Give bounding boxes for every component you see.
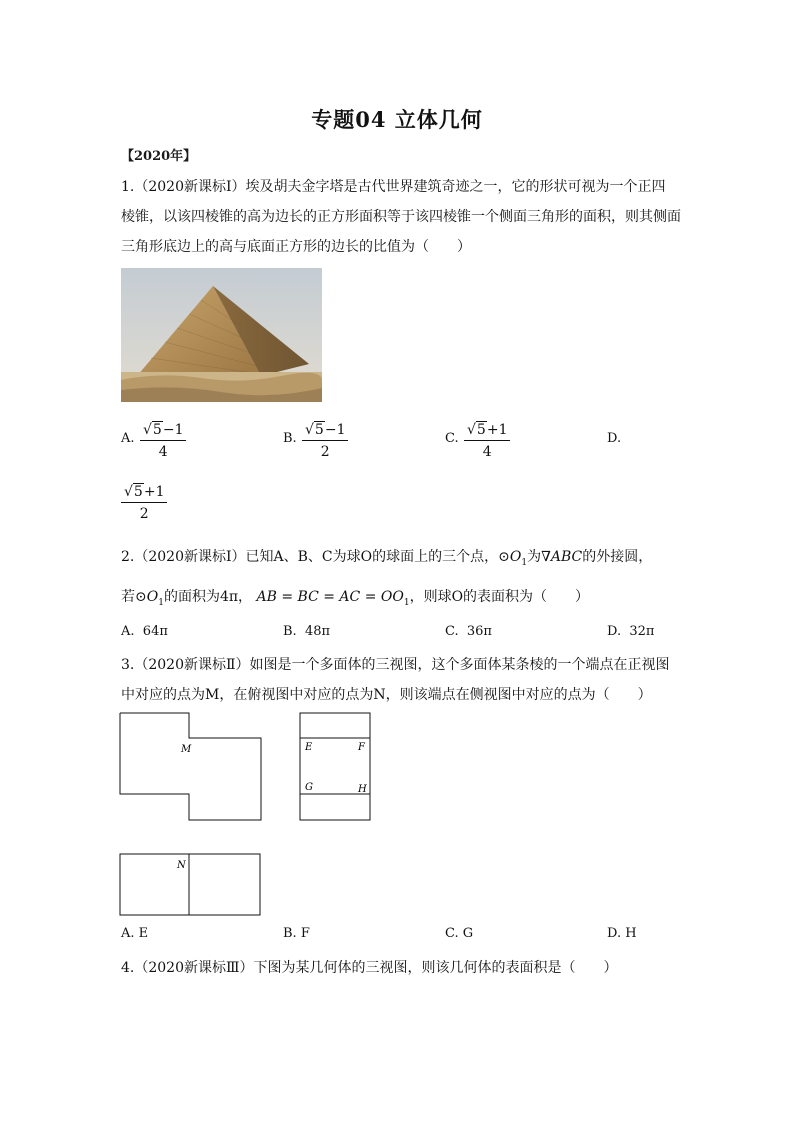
denominator: 2 <box>139 506 149 522</box>
numerator-rest: +1 <box>486 422 508 438</box>
subscript: 1 <box>521 557 528 568</box>
question-3-line: 3.（2020新课标Ⅱ）如图是一个多面体的三视图，这个多面体某条棱的一个端点在正视图 <box>121 657 670 673</box>
q3-option-c: C. G <box>445 926 474 941</box>
question-1-line: 棱锥，以该四棱锥的高为边长的正方形面积等于该四棱锥一个侧面三角形的面积，则其侧面 <box>121 209 681 225</box>
q2-text: ，则球O的表面积为（ ） <box>409 589 590 605</box>
option-b-fraction: $\frac{√5-1}{2}$ <box>302 422 348 460</box>
option-d-label: D. <box>607 431 622 446</box>
label-f: F <box>358 742 365 753</box>
question-2-line-1 <box>121 546 652 568</box>
radicand: 5 <box>133 484 143 500</box>
question-2-line-2 <box>121 586 589 608</box>
side-view-diagram <box>299 712 373 822</box>
q3-option-b: B. F <box>283 926 310 941</box>
question-3-text <box>121 650 681 710</box>
q2-text: 的外接圆， <box>582 549 653 565</box>
top-view-diagram <box>119 853 264 917</box>
q2-option-a: A. 64π <box>121 624 168 639</box>
subscript: 1 <box>403 597 410 608</box>
front-view-diagram <box>119 712 264 822</box>
question-1-text <box>121 172 681 262</box>
numerator-rest: −1 <box>324 422 346 438</box>
q3-option-a: A. E <box>121 926 149 941</box>
option-c-label: C. <box>445 431 459 446</box>
q2-text: 的面积为4π， <box>163 589 253 605</box>
option-a-fraction: $\frac{√5-1}{4}$ <box>140 422 186 460</box>
q2-option-b: B. 48π <box>283 624 331 639</box>
equation: AB = BC = AC = OO <box>256 589 404 605</box>
radicand: 5 <box>476 422 486 438</box>
subscript: 1 <box>158 597 164 608</box>
pyramid-photo <box>121 268 322 402</box>
label-g: G <box>305 782 313 793</box>
label-e: E <box>305 742 313 753</box>
q3-option-d: D. H <box>607 926 637 941</box>
section-heading: 【2020年】 <box>121 149 197 164</box>
q2-text: 2.（2020新课标Ⅰ）已知A、B、C为球O的球面上的三个点， <box>121 549 499 565</box>
question-4-text: 4.（2020新课标Ⅲ）下图为某几何体的三视图，则该几何体的表面积是（ ） <box>121 960 618 976</box>
radicand: 5 <box>152 422 162 438</box>
option-b-label: B. <box>283 431 297 446</box>
circle-o1: ⊙O <box>135 589 159 605</box>
denominator: 4 <box>482 444 492 460</box>
q2-text: 若 <box>121 589 135 605</box>
radicand: 5 <box>314 422 324 438</box>
numerator-rest: +1 <box>143 484 165 500</box>
q2-text: 为 <box>527 549 542 565</box>
option-d-fraction: $\frac{√5+1}{2}$ <box>121 484 167 522</box>
triangle-abc: ∇ABC <box>541 549 583 565</box>
numerator-rest: −1 <box>162 422 184 438</box>
question-1-line: 三角形底边上的高与底面正方形的边长的比值为（ ） <box>121 239 471 255</box>
question-1-line: 1.（2020新课标Ⅰ）埃及胡夫金字塔是古代世界建筑奇迹之一，它的形状可视为一个正四 <box>121 179 666 195</box>
label-h: H <box>358 784 367 795</box>
circle-o1: ⊙O <box>498 549 522 565</box>
question-3-line: 中对应的点为M，在俯视图中对应的点为N，则该端点在侧视图中对应的点为（ ） <box>121 687 652 703</box>
page-title: 专题04 立体几何 <box>311 107 483 132</box>
label-m: M <box>181 744 192 755</box>
q2-option-c: C. 36π <box>445 624 492 639</box>
option-c-fraction: $\frac{√5+1}{4}$ <box>464 422 510 460</box>
denominator: 2 <box>320 444 330 460</box>
q2-option-d: D. 32π <box>607 624 655 639</box>
option-a-label: A. <box>121 431 135 446</box>
denominator: 4 <box>158 444 168 460</box>
label-n: N <box>177 860 186 871</box>
